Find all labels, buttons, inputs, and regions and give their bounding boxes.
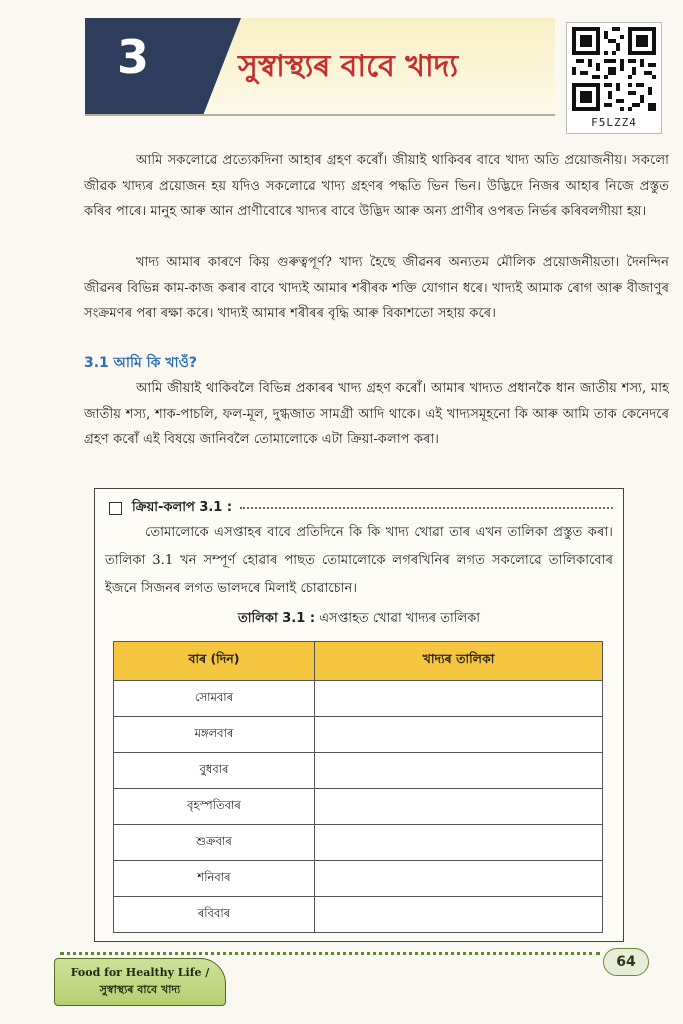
day-cell: মঙ্গলবাৰ bbox=[114, 717, 315, 753]
importance-paragraph: খাদ্য আমাৰ কাৰণে কিয় গুৰুত্বপূৰ্ণ? খাদ্য হৈছে জীৱনৰ অন্যতম মৌলিক প্ৰয়োজনীয়তা। দৈনন্দিন জীৱনৰ বিভিন্ন কাম-কাজ কৰাৰ বাবে খাদ্যই আমাৰ শৰীৰক শক্তি যোগান ধৰে। খাদ্যই আমাক ৰোগ আৰু বীজাণুৰ সংক্ৰমণৰ পৰা ৰক্ষা কৰে। খাদ্যই আমাৰ শৰীৰৰ বৃদ্ধি আৰু বিকাশতো সহায় কৰে। bbox=[84, 255, 669, 321]
weekly-food-table bbox=[113, 641, 603, 933]
table-row bbox=[114, 717, 603, 753]
footer-dotted-line bbox=[60, 952, 600, 955]
table-row bbox=[114, 861, 603, 897]
qr-code-icon bbox=[572, 27, 656, 111]
table-caption-label: তালিকা 3.1 : bbox=[237, 611, 316, 626]
table-caption bbox=[95, 609, 623, 630]
header-day: বাৰ (দিন) bbox=[114, 642, 315, 681]
footer-label-assamese: সুস্বাস্থ্যৰ বাবে খাদ্য bbox=[99, 983, 181, 996]
dotted-divider bbox=[240, 507, 613, 509]
food-types-paragraph: আমি জীয়াই থাকিবলৈ বিভিন্ন প্ৰকাৰৰ খাদ্য গ্ৰহণ কৰোঁ। আমাৰ খাদ্যত প্ৰধানকৈ ধান জাতীয় শস্য, মাহ জাতীয় শস্য, শাক-পাচলি, ফল-মূল, দুগ্ধজাত সামগ্ৰী আদি থাকে। এই খাদ্যসমূহনো কি আৰু আমি তাক কেনেদৰে গ্ৰহণ কৰোঁ এই বিষয়ে জানিবলৈ তোমালোকে এটা ক্ৰিয়া-কলাপ কৰা। bbox=[84, 381, 669, 447]
table-row bbox=[114, 681, 603, 717]
activity-instructions: তোমালোকে এসপ্তাহৰ বাবে প্ৰতিদিনে কি কি খাদ্য খোৱা তাৰ এখন তালিকা প্ৰস্তুত কৰা। তালিকা 3.1 খন সম্পূৰ্ণ হোৱাৰ পাছত তোমালোকে লগৰখিনিৰ লগত সকলোৱে তালিকাবোৰ ইজনে সিজনৰ লগত ভালদৰে মিলাই চোৱাচোন। bbox=[105, 525, 613, 596]
food-entry-cell[interactable] bbox=[315, 825, 603, 861]
table-row bbox=[114, 897, 603, 933]
footer-chapter-label bbox=[54, 958, 226, 1006]
chapter-number: 3 bbox=[116, 30, 149, 84]
food-entry-cell[interactable] bbox=[315, 897, 603, 933]
day-cell: বৃহস্পতিবাৰ bbox=[114, 789, 315, 825]
activity-title: ক্ৰিয়া-কলাপ 3.1 : bbox=[132, 499, 233, 515]
day-cell: শুক্ৰবাৰ bbox=[114, 825, 315, 861]
table-header-row bbox=[114, 642, 603, 681]
food-entry-cell[interactable] bbox=[315, 861, 603, 897]
day-cell: শনিবাৰ bbox=[114, 861, 315, 897]
activity-header bbox=[109, 497, 613, 519]
food-entry-cell[interactable] bbox=[315, 789, 603, 825]
table-caption-text: এসপ্তাহত খোৱা খাদ্যৰ তালিকা bbox=[315, 611, 481, 626]
day-cell: বুধবাৰ bbox=[114, 753, 315, 789]
food-entry-cell[interactable] bbox=[315, 717, 603, 753]
activity-box bbox=[94, 488, 624, 942]
food-entry-cell[interactable] bbox=[315, 681, 603, 717]
food-entry-cell[interactable] bbox=[315, 753, 603, 789]
chapter-title: সুস্বাস্থ্যৰ বাবে খাদ্য bbox=[238, 49, 459, 84]
day-cell: সোমবাৰ bbox=[114, 681, 315, 717]
intro-paragraph: আমি সকলোৱে প্ৰত্যেকদিনা আহাৰ গ্ৰহণ কৰোঁ। জীয়াই থাকিবৰ বাবে খাদ্য অতি প্ৰয়োজনীয়। সকলো জীৱক খাদ্যৰ প্ৰয়োজন হয় যদিও সকলোৱে খাদ্য গ্ৰহণৰ পদ্ধতি ভিন ভিন। উদ্ভিদে নিজৰ আহাৰ নিজে প্ৰস্তুত কৰিব পাৰে। মানুহ আৰু আন প্ৰাণীবোৰে খাদ্যৰ বাবে উদ্ভিদ আৰু অন্য প্ৰাণীৰ ওপৰত নিৰ্ভৰ কৰিবলগীয়া হয়। bbox=[84, 153, 669, 219]
footer-label-english: Food for Healthy Life / bbox=[70, 966, 210, 979]
section-heading: 3.1 আমি কি খাওঁ? bbox=[84, 355, 198, 371]
header-food-list: খাদ্যৰ তালিকা bbox=[315, 642, 603, 681]
table-row bbox=[114, 789, 603, 825]
checkbox-icon bbox=[109, 502, 122, 515]
qr-code-box[interactable] bbox=[566, 22, 662, 134]
page-number: 64 bbox=[603, 948, 649, 976]
day-cell: ৰবিবাৰ bbox=[114, 897, 315, 933]
qr-code-text: F5LZZ4 bbox=[591, 116, 637, 129]
table-row bbox=[114, 825, 603, 861]
table-row bbox=[114, 753, 603, 789]
